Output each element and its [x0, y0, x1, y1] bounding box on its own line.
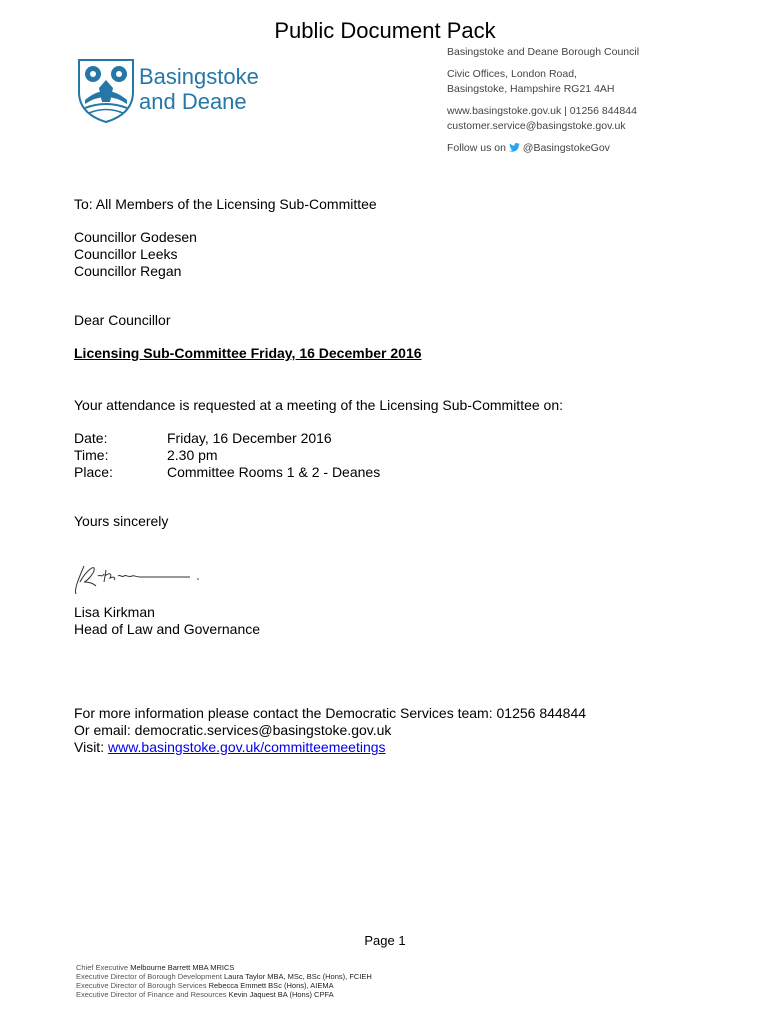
- signatory: [74, 604, 260, 638]
- contact-block: [74, 705, 586, 756]
- council-address-line1: Civic Offices, London Road,: [447, 68, 577, 80]
- council-address-line2: Basingstoke, Hampshire RG21 4AH: [447, 83, 615, 95]
- councillor-list: [74, 229, 197, 280]
- councillor-item: Councillor Godesen: [74, 229, 197, 245]
- meeting-details: [74, 430, 380, 481]
- contact-line1: For more information please contact the Democratic Services team: 01256 844844: [74, 705, 587, 721]
- councillor-item: Councillor Leeks: [74, 246, 178, 262]
- meeting-row: [74, 430, 380, 447]
- councillor-item: Councillor Regan: [74, 263, 182, 279]
- executive-role: Executive Director of Borough Services: [76, 981, 207, 990]
- council-follow: [447, 141, 639, 156]
- pack-title: Public Document Pack: [274, 18, 496, 43]
- intro-text: Your attendance is requested at a meeting of the Licensing Sub-Committee on:: [74, 397, 564, 413]
- signature-image: [70, 560, 210, 600]
- twitter-handle: @BasingstokeGov: [522, 142, 610, 154]
- executive-role: Executive Director of Borough Development: [76, 972, 222, 981]
- signatory-title: Head of Law and Governance: [74, 621, 261, 637]
- contact-line2: Or email: democratic.services@basingstoke.gov.uk: [74, 722, 392, 738]
- executive-role: Chief Executive: [76, 963, 129, 972]
- executive-name: Laura Taylor MBA, MSc, BSc (Hons), FCIEH: [224, 972, 372, 981]
- meeting-row: [74, 464, 380, 481]
- meeting-heading: Licensing Sub-Committee Friday, 16 December 2016: [74, 345, 422, 361]
- executive-list: [76, 963, 372, 999]
- executive-role: Executive Director of Finance and Resources: [76, 990, 227, 999]
- contact-visit: [74, 739, 586, 756]
- twitter-bird-icon: [509, 143, 520, 152]
- executive-name: Kevin Jaquest BA (Hons) CPFA: [228, 990, 334, 999]
- logo-text-line1: Basingstoke: [139, 64, 259, 89]
- meeting-label: Date:: [74, 430, 108, 446]
- follow-prefix: Follow us on: [447, 142, 506, 154]
- meeting-value: 2.30 pm: [167, 447, 218, 463]
- visit-prefix: Visit:: [74, 739, 108, 755]
- salutation: Dear Councillor: [74, 312, 171, 328]
- council-crest-icon: [77, 58, 135, 124]
- council-web-phone: www.basingstoke.gov.uk | 01256 844844: [447, 105, 637, 117]
- committee-meetings-link[interactable]: www.basingstoke.gov.uk/committeemeetings: [107, 739, 386, 755]
- logo-text: [139, 64, 259, 114]
- closing: Yours sincerely: [74, 513, 169, 529]
- executive-name: Melbourne Barrett MBA MRICS: [130, 963, 235, 972]
- executive-name: Rebecca Emmett BSc (Hons), AIEMA: [208, 981, 334, 990]
- council-info: [447, 45, 639, 156]
- logo-text-line2: and Deane: [139, 89, 247, 114]
- meeting-value: Committee Rooms 1 & 2 - Deanes: [167, 464, 381, 480]
- executive-item: [76, 990, 372, 999]
- page-number: Page 1: [364, 933, 406, 948]
- meeting-label: Time:: [74, 447, 109, 463]
- executive-item: [76, 963, 372, 972]
- meeting-label: Place:: [74, 464, 113, 480]
- to-line: To: All Members of the Licensing Sub-Committee: [74, 196, 377, 212]
- signatory-name: Lisa Kirkman: [74, 604, 155, 620]
- executive-item: [76, 972, 372, 981]
- council-name: Basingstoke and Deane Borough Council: [447, 46, 640, 58]
- executive-item: [76, 981, 372, 990]
- meeting-value: Friday, 16 December 2016: [167, 430, 332, 446]
- council-email: customer.service@basingstoke.gov.uk: [447, 120, 626, 132]
- meeting-row: [74, 447, 380, 464]
